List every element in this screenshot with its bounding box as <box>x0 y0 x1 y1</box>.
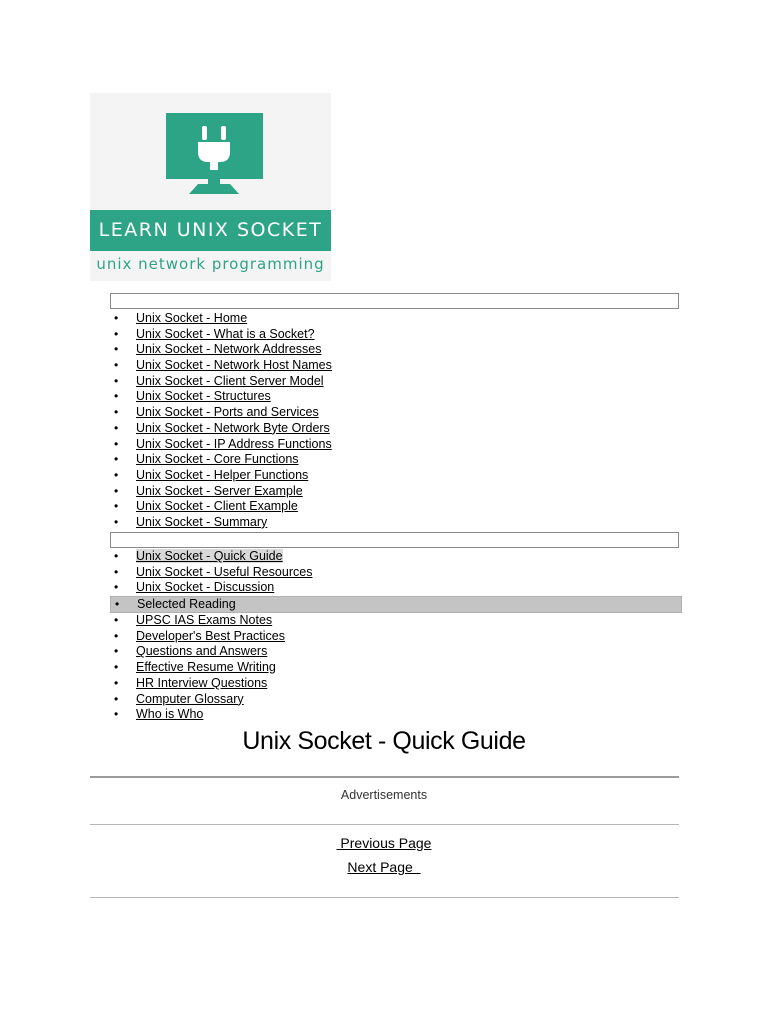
nav-item[interactable] <box>110 515 681 531</box>
next-page <box>0 859 768 875</box>
nav-link-quick-guide[interactable]: Unix Socket - Quick Guide <box>136 549 283 563</box>
divider <box>90 824 679 825</box>
nav-item[interactable] <box>110 452 681 468</box>
nav-link-structures[interactable]: Unix Socket - Structures <box>136 389 271 404</box>
nav-link-ports-services[interactable]: Unix Socket - Ports and Services <box>136 405 319 420</box>
nav-link-ip-address-functions[interactable]: Unix Socket - IP Address Functions <box>136 436 332 451</box>
nav-link-server-example[interactable]: Unix Socket - Server Example <box>136 483 303 498</box>
previous-page <box>0 835 768 851</box>
nav-item[interactable] <box>110 580 681 596</box>
nav-item[interactable] <box>110 311 681 327</box>
previous-page-link[interactable]: Previous Page <box>336 835 432 851</box>
page-title: Unix Socket - Quick Guide <box>242 727 526 755</box>
nav-link-what-is-socket[interactable]: Unix Socket - What is a Socket? <box>136 326 315 341</box>
nav-item[interactable] <box>110 358 681 374</box>
monitor-base-icon <box>189 184 239 194</box>
nav-link-discussion[interactable]: Unix Socket - Discussion <box>136 580 275 595</box>
nav-item[interactable] <box>110 644 681 660</box>
nav-item[interactable] <box>110 660 681 676</box>
chapter-nav <box>110 311 681 531</box>
nav-item[interactable] <box>110 389 681 405</box>
nav-link-home[interactable]: Unix Socket - Home <box>136 311 248 325</box>
nav-item[interactable] <box>110 405 681 421</box>
nav-link-useful-resources[interactable]: Unix Socket - Useful Resources <box>136 564 313 579</box>
next-page-link[interactable]: Next Page <box>347 859 421 875</box>
advertisements-label: Advertisements <box>340 788 428 802</box>
site-logo[interactable] <box>90 93 331 281</box>
nav-link-who-is-who[interactable]: Who is Who <box>136 707 204 722</box>
nav-item[interactable] <box>110 374 681 390</box>
nav-link-byte-orders[interactable]: Unix Socket - Network Byte Orders <box>136 420 330 435</box>
plug-icon <box>196 124 232 172</box>
nav-link-questions-answers[interactable]: Questions and Answers <box>136 644 268 659</box>
search-box-top[interactable] <box>110 293 679 309</box>
nav-item[interactable] <box>110 468 681 484</box>
nav-item[interactable] <box>110 437 681 453</box>
nav-item[interactable] <box>110 613 681 629</box>
search-box-bottom[interactable] <box>110 532 679 548</box>
nav-item[interactable] <box>110 421 681 437</box>
nav-item[interactable] <box>110 692 681 708</box>
nav-link-computer-glossary[interactable]: Computer Glossary <box>136 691 244 706</box>
logo-subtitle: unix network programming <box>96 255 325 273</box>
selected-reading-heading: • Selected Reading <box>110 596 682 613</box>
nav-item[interactable] <box>110 676 681 692</box>
nav-link-hr-questions[interactable]: HR Interview Questions <box>136 675 268 690</box>
resources-nav <box>110 549 681 723</box>
nav-item[interactable] <box>110 327 681 343</box>
nav-link-client-example[interactable]: Unix Socket - Client Example <box>136 499 298 514</box>
nav-link-helper-functions[interactable]: Unix Socket - Helper Functions <box>136 467 309 482</box>
nav-link-summary[interactable]: Unix Socket - Summary <box>136 514 268 529</box>
nav-item[interactable] <box>110 342 681 358</box>
nav-item[interactable] <box>110 484 681 500</box>
logo-title: LEARN UNIX SOCKET <box>90 210 331 251</box>
nav-link-resume-writing[interactable]: Effective Resume Writing <box>136 660 276 675</box>
nav-link-upsc-notes[interactable]: UPSC IAS Exams Notes <box>136 613 273 628</box>
nav-item[interactable] <box>110 707 681 723</box>
nav-link-network-addresses[interactable]: Unix Socket - Network Addresses <box>136 342 322 357</box>
nav-link-best-practices[interactable]: Developer's Best Practices <box>136 628 285 643</box>
nav-item[interactable] <box>110 629 681 645</box>
nav-item[interactable] <box>110 499 681 515</box>
nav-item-current[interactable] <box>110 549 681 565</box>
divider <box>90 897 679 898</box>
nav-link-client-server-model[interactable]: Unix Socket - Client Server Model <box>136 373 324 388</box>
nav-link-core-functions[interactable]: Unix Socket - Core Functions <box>136 452 299 467</box>
nav-item[interactable] <box>110 565 681 581</box>
nav-link-network-host-names[interactable]: Unix Socket - Network Host Names <box>136 358 332 373</box>
divider <box>90 776 679 778</box>
